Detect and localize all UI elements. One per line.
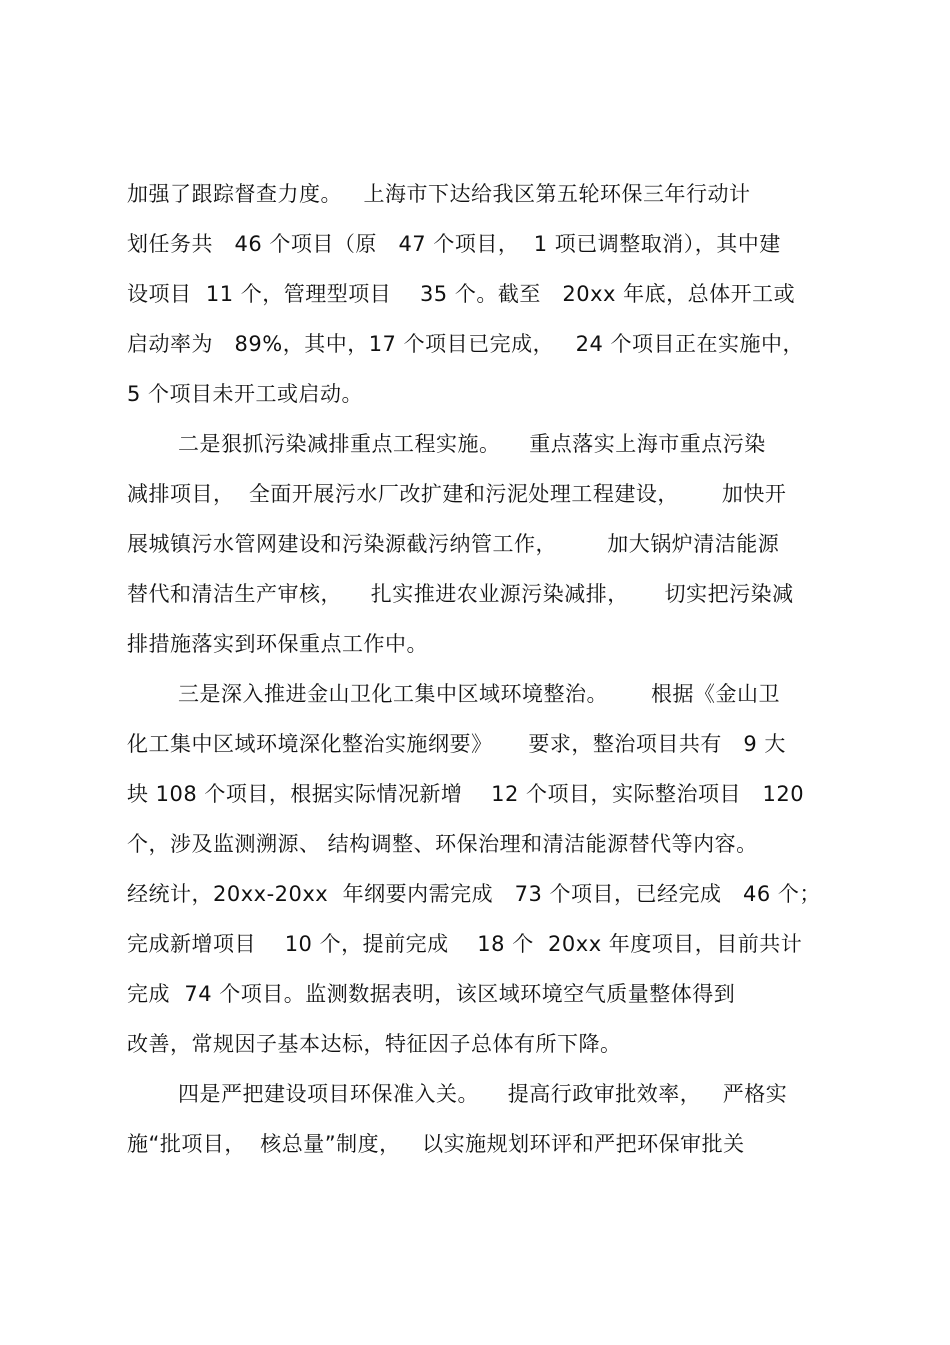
text-line: 设项目 11 个，管理型项目 35 个。截至 20xx 年底，总体开工或 [127,282,796,306]
text-line: 减排项目， 全面开展污水厂改扩建和污泥处理工程建设， 加快开 [127,482,787,506]
text-line: 个，涉及监测溯源、 结构调整、环保治理和清洁能源替代等内容。 [127,832,758,856]
text-line: 完成新增项目 10 个，提前完成 18 个 20xx 年度项目，目前共计 [127,932,803,956]
text-line: 化工集中区域环境深化整治实施纲要》 要求，整治项目共有 9 大 [127,732,786,756]
text-line: 启动率为 89%，其中，17 个项目已完成， 24 个项目正在实施中， [127,332,805,356]
text-line: 5 个项目未开工或启动。 [127,382,364,406]
paragraph-start: 二是狠抓污染减排重点工程实施。 重点落实上海市重点污染 [178,432,766,456]
text-line: 经统计，20xx-20xx 年纲要内需完成 73 个项目，已经完成 46 个； [127,882,821,906]
text-line: 完成 74 个项目。监测数据表明，该区域环境空气质量整体得到 [127,982,736,1006]
text-line: 改善，常规因子基本达标，特征因子总体有所下降。 [127,1032,622,1056]
text-line: 施“批项目， 核总量”制度， 以实施规划环评和严把环保审批关 [127,1132,745,1156]
text-line: 加强了跟踪督查力度。 上海市下达给我区第五轮环保三年行动计 [127,182,751,206]
text-line: 划任务共 46 个项目（原 47 个项目， 1 项已调整取消），其中建 [127,232,781,256]
text-line: 展城镇污水管网建设和污染源截污纳管工作， 加大锅炉清洁能源 [127,532,780,556]
text-line: 替代和清洁生产审核， 扎实推进农业源污染减排， 切实把污染减 [127,582,794,606]
text-line: 排措施落实到环保重点工作中。 [127,632,428,656]
paragraph-start: 三是深入推进金山卫化工集中区域环境整治。 根据《金山卫 [178,682,781,706]
text-line: 块 108 个项目，根据实际情况新增 12 个项目，实际整治项目 120 [127,782,805,806]
paragraph-start: 四是严把建设项目环保准入关。 提高行政审批效率， 严格实 [178,1082,788,1106]
